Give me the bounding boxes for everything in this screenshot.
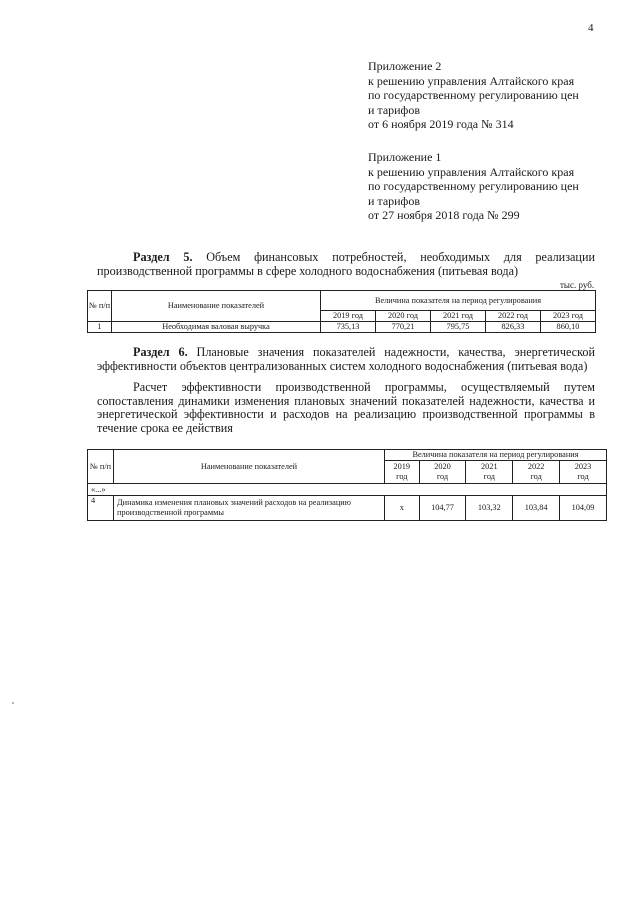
year: 2020: [434, 462, 451, 471]
year-header: [466, 461, 513, 484]
year: 2019: [393, 462, 411, 471]
column-header-number: № п/п: [88, 450, 114, 484]
page-number: 4: [588, 22, 594, 34]
row-name: Необходимая валовая выручка: [112, 322, 321, 333]
section-6-heading: Плановые значения показателей надежности, качества, энергетической эффективности объектов централизованных систем холодного водоснабжения (питьевая вода): [97, 345, 595, 373]
appendix-2-line: от 6 ноября 2019 года № 314: [368, 117, 514, 131]
row-number: 1: [88, 322, 112, 333]
table-row: [88, 322, 596, 333]
column-header-name: Наименование показателей: [112, 291, 321, 322]
row-value: x: [385, 496, 420, 521]
year-header: [419, 461, 466, 484]
year: 2021: [481, 462, 498, 471]
year-header: 2022 год: [485, 311, 540, 322]
unit-label: тыс. руб.: [560, 280, 595, 290]
section-6-title: [97, 346, 595, 373]
section-5-title: [97, 251, 595, 278]
row-value: 104,77: [419, 496, 466, 521]
year-unit: год: [577, 472, 589, 481]
appendix-1-line: Приложение 1: [368, 150, 442, 164]
ellipsis-row: «...»: [88, 484, 607, 496]
year: 2023: [574, 462, 592, 471]
table-row: [88, 496, 607, 521]
row-value: 103,32: [466, 496, 513, 521]
appendix-1-line: от 27 ноября 2018 года № 299: [368, 208, 520, 222]
row-value: 826,33: [485, 322, 540, 333]
appendix-1-line: по государственному регулированию цен: [368, 179, 579, 193]
year-header: 2023 год: [540, 311, 595, 322]
row-value: 795,75: [430, 322, 485, 333]
year-header: 2019 год: [321, 311, 376, 322]
year-unit: год: [436, 472, 449, 481]
appendix-1-header: [368, 150, 579, 223]
year-unit: год: [396, 472, 408, 481]
scan-artifact: [12, 702, 14, 704]
appendix-1-line: к решению управления Алтайского края: [368, 164, 575, 179]
appendix-1-line: и тарифов: [368, 193, 421, 208]
row-value: 770,21: [375, 322, 430, 333]
column-header-number: № п/п: [88, 291, 112, 322]
section-6-text: Расчет эффективности производственной программы, осуществляемый путем сопоставления динамики изменения плановых значений показателей надежности, качества и энергетической эффективности и расходов на реализацию производственной программы в течение срока ее действия: [97, 380, 595, 435]
year-header: [513, 461, 560, 484]
column-header-group: Величина показателя на период регулирования: [385, 450, 607, 461]
appendix-2-line: Приложение 2: [368, 59, 442, 73]
row-value: 735,13: [321, 322, 376, 333]
appendix-2-header: [368, 59, 579, 132]
year-header: [560, 461, 607, 484]
row-value: 104,09: [560, 496, 607, 521]
row-value: 860,10: [540, 322, 595, 333]
section-5-heading: Объем финансовых потребностей, необходимых для реализации производственной программы в сфере холодного водоснабжения (питьевая вода): [97, 250, 595, 278]
efficiency-table: [87, 449, 607, 521]
appendix-2-line: по государственному регулированию цен: [368, 88, 579, 102]
year-header: [385, 461, 420, 484]
row-number: 4: [88, 496, 114, 521]
year-header: 2021 год: [430, 311, 485, 322]
row-name: Динамика изменения плановых значений расходов на реализацию производственной программы: [114, 496, 385, 521]
appendix-2-line: к решению управления Алтайского края: [368, 73, 575, 88]
row-value: 103,84: [513, 496, 560, 521]
column-header-name: Наименование показателей: [114, 450, 385, 484]
year-header: 2020 год: [375, 311, 430, 322]
section-5-label: Раздел 5.: [133, 250, 193, 264]
year-unit: год: [483, 472, 495, 481]
column-header-group: Величина показателя на период регулирования: [321, 291, 596, 311]
appendix-2-line: и тарифов: [368, 102, 421, 117]
year: 2022: [527, 462, 545, 471]
section-6-label: Раздел 6.: [133, 345, 188, 359]
year-unit: год: [530, 472, 542, 481]
financial-needs-table: [87, 290, 596, 333]
